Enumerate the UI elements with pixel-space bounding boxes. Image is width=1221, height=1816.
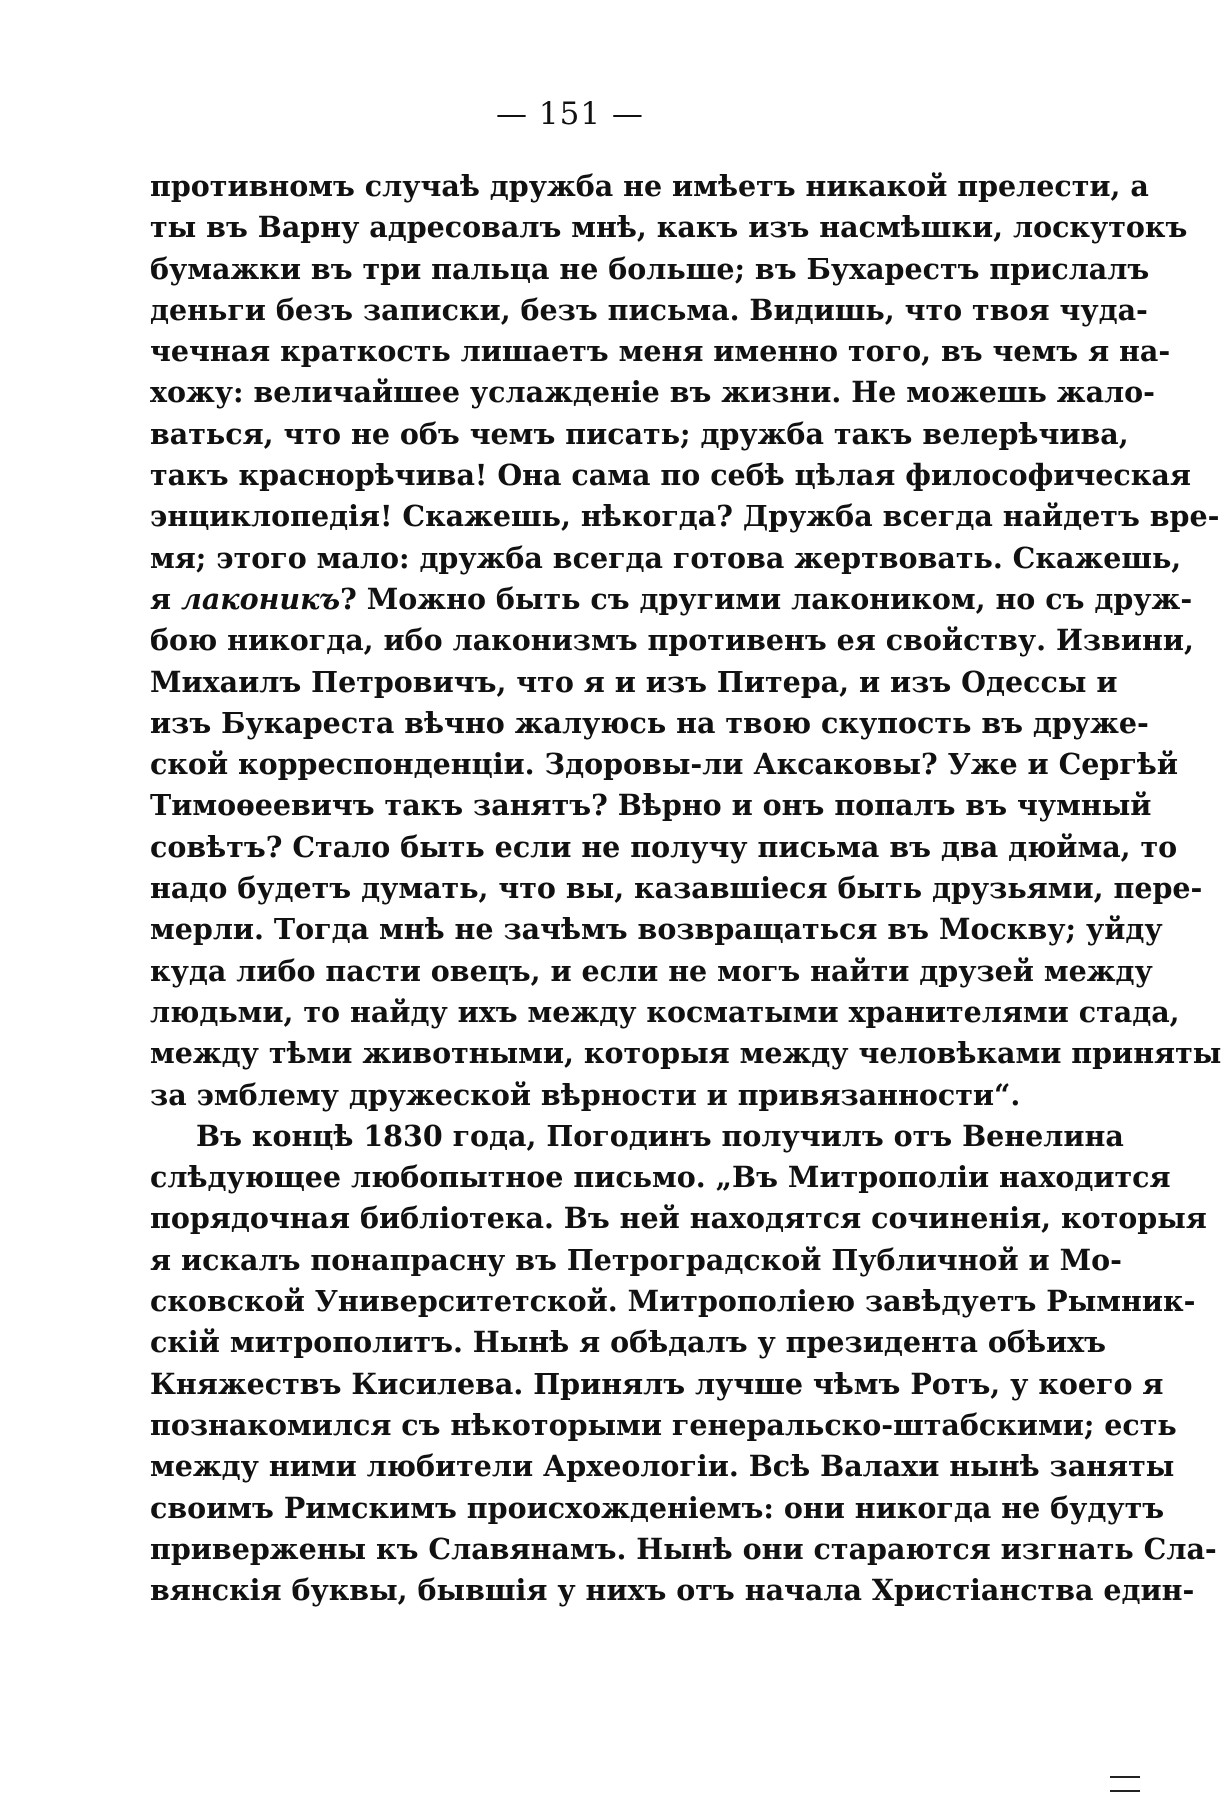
text-line: надо будетъ думать, что вы, казавшіеся быть друзьями, пере- xyxy=(150,871,1203,906)
line-text-before: я xyxy=(150,581,181,616)
text-line: порядочная библіотека. Въ ней находятся сочиненія, которыя xyxy=(150,1201,1207,1236)
text-line: скій митрополитъ. Нынѣ я обѣдалъ у президента обѣихъ xyxy=(150,1325,1106,1360)
text-line: противномъ случаѣ дружба не имѣетъ никакой прелести, а xyxy=(150,169,1149,203)
text-line: людьми, то найду ихъ между косматыми хранителями стада, xyxy=(150,994,1180,1029)
text-line: познакомился съ нѣкоторыми генеральско-штабскими; есть xyxy=(150,1407,1177,1442)
text-line: слѣдующее любопытное письмо. „Въ Митрополіи находится xyxy=(150,1160,1171,1195)
text-line: Княжествъ Кисилева. Принялъ лучше чѣмъ Ротъ, у коего я xyxy=(150,1366,1164,1401)
text-line: ты въ Варну адресовалъ мнѣ, какъ изъ насмѣшки, лоскутокъ xyxy=(150,210,1188,245)
text-line: мя; этого мало: дружба всегда готова жертвовать. Скажешь, xyxy=(150,540,1182,575)
scan-edge-mark xyxy=(1110,1790,1140,1792)
body-text xyxy=(150,166,1221,1611)
text-line: совѣтъ? Стало быть если не получу письма въ два дюйма, то xyxy=(150,829,1178,864)
text-line: куда либо пасти овецъ, и если не могъ найти друзей между xyxy=(150,953,1153,988)
text-line: привержены къ Славянамъ. Нынѣ они стараются изгнать Сла- xyxy=(150,1531,1217,1566)
text-line: между тѣми животными, которыя между человѣками приняты xyxy=(150,1036,1221,1071)
paragraph-start-line: Въ концѣ 1830 года, Погодинъ получилъ отъ Венелина xyxy=(196,1118,1124,1153)
text-line: ской корреспонденціи. Здоровы-ли Аксаковы? Уже и Сергѣй xyxy=(150,747,1178,782)
line-text-after: ? Можно быть съ другими лакоником, но съ друж- xyxy=(340,581,1193,616)
text-line-with-italic xyxy=(150,579,1193,620)
text-line: такъ краснорѣчива! Она сама по себѣ цѣлая философическая xyxy=(150,458,1191,493)
text-line: хожу: величайшее услажденіе въ жизни. Не можешь жало- xyxy=(150,375,1155,410)
text-line: Тимоѳеевичъ такъ занятъ? Вѣрно и онъ попалъ въ чумный xyxy=(150,788,1152,823)
text-line: Михаилъ Петровичъ, что я и изъ Питера, и изъ Одессы и xyxy=(150,664,1118,699)
text-line: бумажки въ три пальца не больше; въ Бухарестъ прислалъ xyxy=(150,251,1150,286)
page-number: — 151 — xyxy=(496,96,644,132)
text-line: ваться, что не объ чемъ писать; дружба такъ велерѣчива, xyxy=(150,416,1129,451)
text-line: деньги безъ записки, безъ письма. Видишь, что твоя чуда- xyxy=(150,292,1148,327)
text-line: энциклопедія! Скажешь, нѣкогда? Дружба всегда найдетъ вре- xyxy=(150,499,1220,534)
text-line: между ними любители Археологіи. Всѣ Валахи нынѣ заняты xyxy=(150,1449,1175,1484)
text-line: вянскія буквы, бывшія у нихъ отъ начала Христіанства един- xyxy=(150,1573,1195,1608)
text-line: я искалъ понапрасну въ Петроградской Публичной и Мо- xyxy=(150,1242,1122,1277)
text-line: сковской Университетской. Митрополіею завѣдуетъ Рымник- xyxy=(150,1284,1196,1319)
italic-word: лаконикъ xyxy=(180,581,341,616)
scan-edge-mark xyxy=(1110,1776,1140,1778)
text-line: чечная краткость лишаетъ меня именно того, въ чемъ я на- xyxy=(150,334,1171,369)
text-line: изъ Букареста вѣчно жалуюсь на твою скупость въ друже- xyxy=(150,705,1149,740)
text-line: бою никогда, ибо лаконизмъ противенъ ея свойству. Извини, xyxy=(150,623,1194,658)
text-line: мерли. Тогда мнѣ не зачѣмъ возвращаться въ Москву; уйду xyxy=(150,912,1163,947)
text-line: своимъ Римскимъ происхожденіемъ: они никогда не будутъ xyxy=(150,1490,1165,1525)
paragraph-end-line: за эмблему дружеской вѣрности и привязанности“. xyxy=(150,1077,1021,1112)
